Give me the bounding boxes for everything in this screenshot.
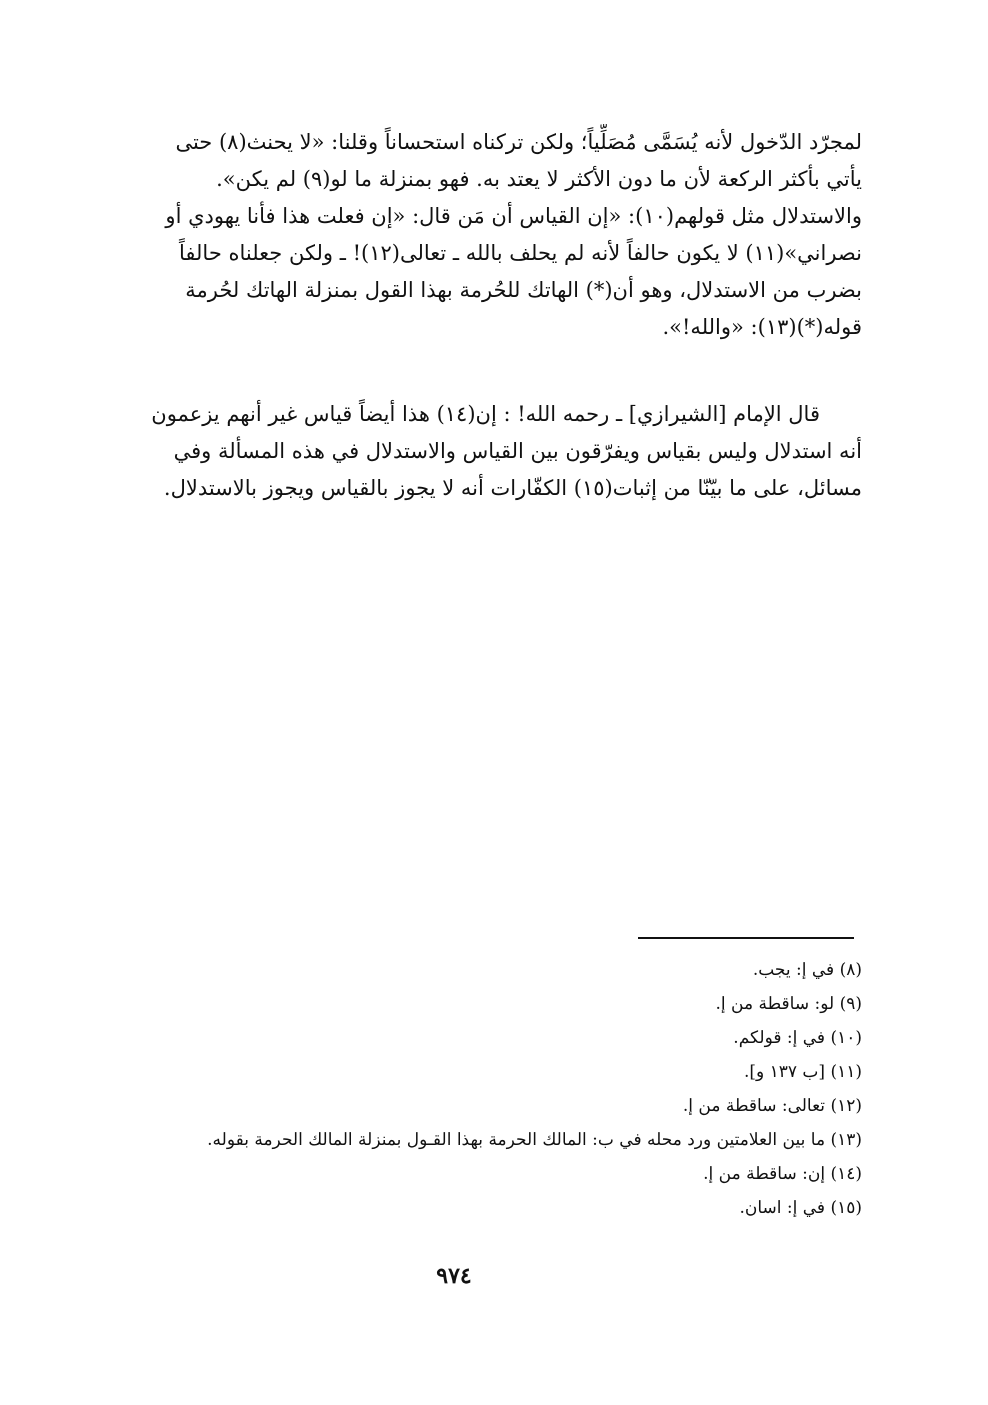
footnote: (١٤) إن: ساقطة من إ.	[703, 1164, 862, 1184]
footnote: (١٠) في إ: قولكم.	[733, 1028, 862, 1048]
text-line: مسائل، على ما بيّنّا من إثبات(١٥) الكفّارات أنه لا يجوز بالقياس ويجوز بالاستدلال.	[163, 476, 862, 500]
text-line: أنه استدلال وليس بقياس ويفرّقون بين القياس والاستدلال في هذه المسألة وفي	[173, 439, 862, 463]
paragraph-1	[92, 124, 862, 346]
footnote: (١٢) تعالى: ساقطة من إ.	[682, 1096, 862, 1116]
text-line: والاستدلال مثل قولهم(١٠): «إن القياس أن مَن قال: «إن فعلت هذا فأنا يهودي أو	[165, 204, 862, 228]
text-line: قال الإمام [الشيرازي] ـ رحمه الله! : إن(١٤) هذا أيضاً قياس غير أنهم يزعمون	[151, 402, 820, 426]
text-line: لمجرّد الدّخول لأنه يُسَمَّى مُصَلِّياً؛ ولكن تركناه استحساناً وقلنا: «لا يحنث(٨) حتى	[175, 130, 862, 154]
paragraph-2	[92, 396, 862, 507]
text-line: يأتي بأكثر الركعة لأن ما دون الأكثر لا يعتد به. فهو بمنزلة ما لو(٩) لم يكن».	[216, 167, 862, 191]
footnote: (٩) لو: ساقطة من إ.	[715, 994, 862, 1014]
text-line: قوله(*)(١٣): «والله!».	[662, 315, 862, 339]
footnotes	[60, 953, 862, 1225]
footnote: (٨) في إ: يجب.	[752, 960, 862, 980]
footnote-divider	[638, 937, 854, 939]
text-line: نصراني»(١١) لا يكون حالفاً لأنه لم يحلف بالله ـ تعالى(١٢)! ـ ولكن جعلناه حالفاً	[179, 241, 862, 265]
footnote: (١٥) في إ: اسان.	[739, 1198, 862, 1218]
footnote: (١١) [ب ١٣٧ و].	[743, 1062, 862, 1082]
footnote: (١٣) ما بين العلامتين ورد محله في ب: المالك الحرمة بهذا القـول بمنزلة المالك الحرمة بقوله.	[207, 1130, 862, 1150]
text-line: بضرب من الاستدلال، وهو أن(*) الهاتك للحُرمة بهذا القول بمنزلة الهاتك لحُرمة	[185, 278, 862, 302]
page-number: ٩٧٤	[436, 1263, 472, 1289]
